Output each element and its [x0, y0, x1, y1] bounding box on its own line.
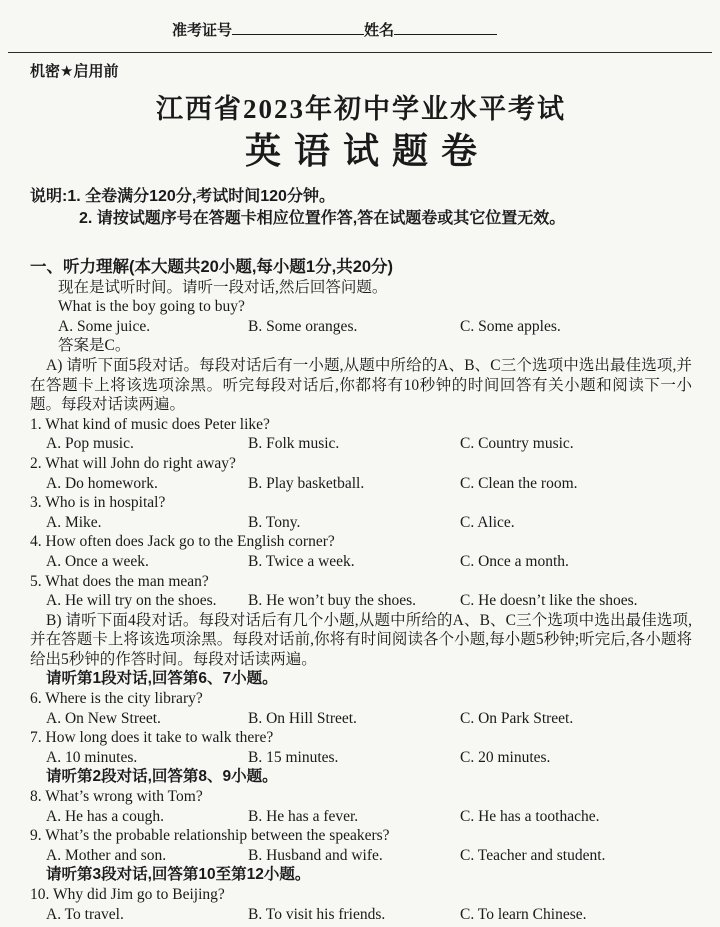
candidate-info-row	[30, 20, 692, 42]
listening-section	[30, 258, 692, 924]
question-options	[30, 905, 692, 925]
instruction-line-2: 2. 请按试题序号在答题卡相应位置作答,答在试题卷或其它位置无效。	[79, 210, 566, 227]
option-a: A. He has a cough.	[46, 807, 164, 825]
option-a: A. To travel.	[46, 905, 124, 923]
instructions-block	[30, 186, 692, 230]
exam-title: 江西省2023年初中学业水平考试	[156, 94, 566, 124]
name-label: 姓名	[364, 23, 395, 39]
sample-options-row	[30, 317, 692, 337]
question-text: 1. What kind of music does Peter like?	[30, 415, 270, 433]
trial-listening-line: 现在是试听时间。请听一段对话,然后回答问题。	[58, 278, 388, 296]
option-b: B. To visit his friends.	[248, 905, 386, 923]
option-a: A. He will try on the shoes.	[46, 592, 217, 610]
sample-option-c: C. Some apples.	[460, 317, 561, 335]
question-5	[30, 572, 692, 611]
option-b: B. Folk music.	[248, 435, 340, 453]
option-c: C. Teacher and student.	[460, 846, 606, 864]
question-3	[30, 493, 692, 532]
option-b: B. He won’t buy the shoes.	[248, 592, 417, 610]
option-c: C. He has a toothache.	[460, 807, 600, 825]
question-options	[30, 591, 692, 611]
option-b: B. Play basketball.	[248, 474, 365, 492]
question-options	[30, 474, 692, 494]
question-options	[30, 807, 692, 827]
option-c: C. Country music.	[460, 435, 574, 453]
option-c: C. He doesn’t like the shoes.	[460, 592, 638, 610]
admission-number-blank	[232, 20, 364, 35]
name-blank	[394, 20, 497, 35]
question-8	[30, 787, 692, 826]
option-a: A. On New Street.	[46, 709, 161, 727]
question-text: 3. Who is in hospital?	[30, 494, 166, 512]
option-c: C. To learn Chinese.	[460, 905, 587, 923]
question-options	[30, 709, 692, 729]
question-text: 6. Where is the city library?	[30, 690, 203, 708]
question-text: 10. Why did Jim go to Beijing?	[30, 886, 225, 903]
sample-question	[30, 297, 692, 356]
question-10	[30, 885, 692, 924]
dialog-1-prompt: 请听第1段对话,回答第6、7小题。	[46, 670, 278, 688]
question-2	[30, 454, 692, 493]
question-9	[30, 826, 692, 865]
option-c: C. Alice.	[460, 513, 515, 531]
option-b: B. Twice a week.	[248, 552, 355, 570]
question-4	[30, 532, 692, 571]
option-b: B. Husband and wife.	[248, 846, 383, 864]
part-b-instruction: B) 请听下面4段对话。每段对话后有几个小题,从题中所给的A、B、C三个选项中选出最佳选项,并在答题卡上将该选项涂黑。每段对话前,你将有时间阅读各个小题,每小题5秒钟;听完后,各小题将给出5秒钟的作答时间。每段对话读两遍。	[30, 611, 692, 668]
option-b: B. 15 minutes.	[248, 748, 339, 766]
option-c: C. On Park Street.	[460, 709, 574, 727]
question-6	[30, 689, 692, 728]
question-text: 8. What’s wrong with Tom?	[30, 788, 203, 806]
question-options	[30, 552, 692, 572]
question-text: 9. What’s the probable relationship between the speakers?	[30, 827, 390, 845]
part-a-instruction: A) 请听下面5段对话。每段对话后有一小题,从题中所给的A、B、C三个选项中选出最佳选项,并在答题卡上将该选项涂黑。听完每段对话后,你都将有10秒钟的时间回答有关小题和阅读下一小题。每段对话读两遍。	[30, 356, 692, 414]
question-text: 4. How often does Jack go to the English corner?	[30, 533, 335, 551]
dialog-2-prompt: 请听第2段对话,回答第8、9小题。	[46, 768, 278, 786]
question-options	[30, 513, 692, 533]
sample-option-b: B. Some oranges.	[248, 317, 358, 335]
sample-answer-line: 答案是C。	[58, 337, 131, 355]
option-a: A. Mike.	[46, 513, 102, 531]
sample-question-text: What is the boy going to buy?	[58, 298, 245, 316]
question-text: 5. What does the man mean?	[30, 572, 209, 590]
option-a: A. Do homework.	[46, 474, 158, 492]
question-options	[30, 434, 692, 454]
option-b: B. He has a fever.	[248, 807, 359, 825]
question-options	[30, 846, 692, 866]
option-b: B. On Hill Street.	[248, 709, 357, 727]
question-text: 2. What will John do right away?	[30, 454, 236, 472]
question-options	[30, 748, 692, 768]
section-heading: 一、听力理解(本大题共20小题,每小题1分,共20分)	[30, 258, 394, 276]
sample-option-a: A. Some juice.	[58, 317, 151, 335]
question-7	[30, 728, 692, 767]
instruction-line-1: 说明:1. 全卷满分120分,考试时间120分钟。	[30, 188, 335, 205]
option-c: C. Once a month.	[460, 552, 569, 570]
option-c: C. Clean the room.	[460, 474, 578, 492]
option-a: A. 10 minutes.	[46, 748, 138, 766]
question-1	[30, 415, 692, 454]
option-a: A. Once a week.	[46, 552, 149, 570]
secrecy-notice: 机密★启用前	[30, 63, 119, 80]
paper-subject-title: 英语试题卷	[244, 131, 490, 171]
question-text: 7. How long does it take to walk there?	[30, 729, 274, 747]
option-a: A. Mother and son.	[46, 846, 167, 864]
title-block	[30, 93, 692, 174]
header-divider	[8, 52, 712, 54]
option-b: B. Tony.	[248, 513, 301, 531]
option-a: A. Pop music.	[46, 435, 134, 453]
dialog-3-prompt: 请听第3段对话,回答第10至第12小题。	[46, 866, 311, 884]
admission-number-label: 准考证号	[172, 23, 233, 39]
option-c: C. 20 minutes.	[460, 748, 551, 766]
